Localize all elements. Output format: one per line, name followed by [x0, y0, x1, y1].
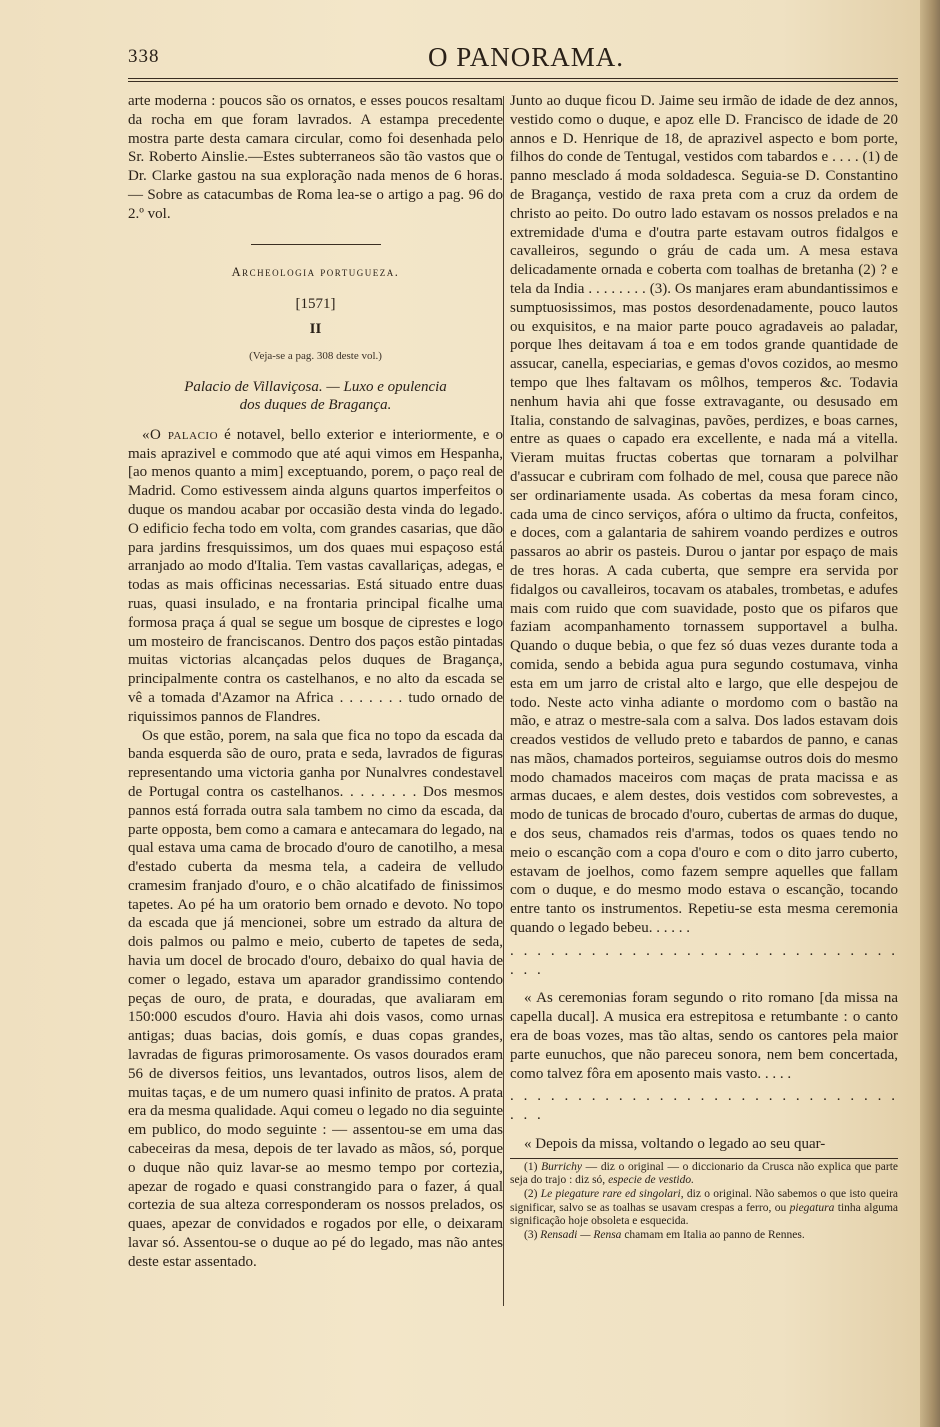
page-number: 338	[128, 46, 160, 67]
left-column	[128, 92, 503, 1272]
footnote-term-2: piegatura	[789, 1201, 835, 1214]
paragraph-lead: «O palacio	[142, 426, 219, 443]
footnote-2	[510, 1188, 898, 1229]
footnote-text: , diz o original. Não sabemos o que isto queira significar, salvo se as toalhas se usavam crespas a ferro, ou	[510, 1188, 899, 1214]
footnote-term: Rensadi — Rensa	[540, 1228, 622, 1241]
footnote-tail: tinha alguma significação hoje obsoleta e esquecida.	[510, 1201, 899, 1228]
section-rule	[251, 244, 381, 245]
article-paragraph-5: « Depois da missa, voltando o legado ao seu quar-	[524, 1136, 826, 1153]
section-year: [1571]	[295, 296, 336, 313]
article-paragraph-4: « As ceremonias foram segundo o rito romano [da missa na capella ducal]. A musica era estrepitosa e retumbante : o canto era de boas vozes, mas tão altas, sendo os cantores pela maior parte eunuchos, que não pareceu sonora, nem bem concertada, como talvez fôra em aposento mais vasto. . . . .	[510, 990, 898, 1082]
footnote-number: (3)	[524, 1228, 538, 1241]
article-paragraph-3: Junto ao duque ficou D. Jaime seu irmão de idade de dez annos, vestido como o duque, e apoz elle D. Francisco de idade de 20 annos e D. Henrique de 18, de aprazivel aspecto e bom porte, filhos do conde de Tentugal, vestidos com tabardos e . . . . (1) de panno mesclado á moda soldadesca. Seguia-se D. Constantino de Bragança, vestido de raxa preta com a cruz da ordem de christo ao peito. Do outro lado estavam os nossos prelados e na extremidade d'uma e d'outra parte estavam outros fidalgos e cavalleiros, segundo o gráu de cada um. A mesa estava delicadamente ornada e coberta com toalhas de bretanha (2) ? e tela da India . . . . . . . . (3). Os manjares eram abundantissimos e sumptuosissimos, mas postos desordenadamente, pouco lautos ou exquisitos, e na maior parte pouco agradaveis ao paladar, porque lhes deitavam á toa e em todos grande quantidade de assucar, canella, especiarias, e gemas d'ovos cozidos, ao mesmo tempo que lhes faltavam os môlhos, temperos &c. Todavia nenhum havia ahi que fosse extravagante, ou desusado em Italia, constando de salvaginas, pavões, perdizes, e boas carnes, entre as quaes o capado era excellente, e nada má a vitella. Vieram muitas fructas cobertas que tornaram a polvilhar d'assucar e cubriram com folhado de mel, cousa que parece não ser ordinariamente usada. As cobertas da mesa foram cinco, cada uma de cinco serviços, afóra o ultimo da fructa, confeitos, e doces, com a galantaria de sahirem voando perdizes e outros passaros ao abrir os pasteis. Durou o jantar por espaço de mais de tres horas. A cada cuberta, que sempre era servida por fidalgos ou cavalleiros, tocavam os atabales, trombetas, e adufes mais com ruido que com suavidade, posto que os pifaros que faziam acompanhamento tornassem supportavel a bulha. Quando o duque bebia, o que fez só duas vezes durante toda a comida, sendo a bebida agua pura segundo costumava, vinha esta em um jarro de cristal alto e largo, que elle despejou de todo. Neste acto vinha adiante o mordomo com o bastão na mão, e atraz o mestre-sala com a salva. Dos lados estavam dois creados vestidos de velludo preto e tabardos de panno, e canas nas mãos, chamados porteiros, seguiamse outros dois do mesmo modo chamados maceiros com maças de prata macissa e as armas ducaes, e alem destes, dois vestidos com sobrevestes, a modo de tunicas de brocado d'ouro, cubertas de armas do duque, e dos seus, chamados reis d'armas, todos os quaes tendo no meio o escanção com a copa d'ouro e com o dito jarro cuberto, estavam de joelhos, como fazem sempre aquelles que fallam com o duque, e do mesmo modo estava o escanção, tocando entre tanto os instrumentos. Repetiu-se esta mesma ceremonia quando o legado bebeu. . . . . .	[510, 93, 898, 937]
intro-paragraph: arte moderna : poucos são os ornatos, e esses poucos resaltam da rocha em que foram lavrados. A estampa precedente mostra parte desta camara circular, como foi desenhada pelo Sr. Roberto Ainslie.—Estes subterraneos são tão vastos que o Dr. Clarke gastou na sua exploração nada menos de 6 horas. — Sobre as catacumbas de Roma lea-se o artigo a pag. 96 do 2.º vol.	[128, 93, 503, 222]
footnote-rule	[510, 1158, 898, 1159]
section-title: Archeologia portugueza.	[231, 264, 400, 279]
footnote-text: — diz o original — o diccionario da Crusca não explica que parte seja do trajo : diz só,	[510, 1160, 899, 1187]
right-column	[510, 92, 898, 1242]
article-subheading	[128, 378, 503, 414]
footnote-term: Le piegature rare ed singolari	[540, 1188, 681, 1201]
subheading-line-2: dos duques de Bragança.	[239, 396, 392, 413]
article-paragraph-1	[128, 426, 503, 727]
periodical-title: O PANORAMA.	[428, 42, 625, 72]
footnote-term: Burrichy	[541, 1160, 582, 1173]
article-paragraph-2: Os que estão, porem, na sala que fica no topo da escada da banda esquerda são de ouro, prata e seda, lavrados de figuras representando uma victoria ganha por Nunalvres condestavel de Portugal contra os castelhanos. . . . . . . . Dos mesmos pannos está forrada outra sala tambem no cimo da escada, da parte opposta, bem como a camara e antecamara do legado, na qual estava uma cama de brocado d'ouro de canotilho, a mesa d'estado cuberta da mesma tela, a cadeira de velludo cramesim franjado d'ouro, e o chão alcatifado de finissimos tapetes. Ao pé ha um oratorio bem ornado e devoto. No topo da escada que já mencionei, sobre um estrado da altura de dois palmos ou palmo e meio, cuberto de tapetes de seda, havia um docel de brocado d'ouro, debaixo do qual havia de comer o legado, estava um aparador grandissimo contendo peças de ouro, de prata, e douradas, que avaliaram em 150:000 escudos d'ouro. Havia ahi dois vasos, como urnas antigas; duas bacias, dois gomís, e duas copas grandes, lavradas de figuras primorosamente. Os vasos dourados eram 56 de diversos feitios, uns levantados, outros lisos, alem de muitas taças, e de um numero quasi infinito de pratos. A prata era da mesma qualidade. Aqui comeu o legado no dia seguinte em publico, do modo seguinte : — assentou-se em uma das cabeceiras da mesa, depois de ter lavado as mãos, só, porque o duque não quiz lavar-se ao mesmo tempo por cortezia, apezar de rogado e quasi constrangido para o fazer, á qual cortezia de sua alteza corresponderam os nossos prelados, os quaes, apezar de convidados e rogados por elle, o deixaram lavar só. Assentou-se o duque ao pé do legado, mas não antes deste estar assentado.	[128, 727, 503, 1270]
cross-reference: (Veja-se a pag. 308 deste vol.)	[249, 349, 382, 362]
ellipsis-line-2: . . . . . . . . . . . . . . . . . . . . . . . . . . . . . . . .	[510, 1088, 898, 1124]
footnote-number: (1)	[524, 1160, 538, 1173]
page-spine-edge	[920, 0, 940, 1427]
section-number: II	[309, 321, 322, 338]
ellipsis-line-1: . . . . . . . . . . . . . . . . . . . . . . . . . . . . . . . .	[510, 942, 898, 978]
subheading-line-1: Palacio de Villaviçosa. — Luxo e opulencia	[184, 378, 447, 395]
page-header	[128, 42, 898, 79]
footnote-text: chamam em Italia ao panno de Rennes.	[621, 1228, 805, 1241]
footnote-number: (2)	[524, 1188, 538, 1201]
column-divider	[503, 96, 504, 1306]
paragraph-text: é notavel, bello exterior e interiormente, e o mais aprazivel e commodo que até aqui vimos em Hespanha, [ao menos quanto a mim] exceptuando, porem, o paço real de Madrid. Como estivessem ainda alguns quartos imperfeitos o duque os mandou acabar por occasião desta vinda do legado. O edificio fecha todo em volta, com grandes casarias, que dão para jardins fresquissimos, um dos quaes mui espaçoso está arranjado ao modo d'Italia. Tem vastas cavallariças, adegas, e todas as mais officinas necessarias. Está situado entre duas ruas, quasi insulado, e na frontaria principal ficalhe uma formosa praça á qual se segue um bosque de ciprestes e logo um mosteiro de franciscanos. Dentro dos paços estão pintadas muitas victorias alcançadas pelos duques de Bragança, principalmente contra os castelhanos, e no alto da escada se vê a tomada d'Azamor na Africa . . . . . . . tudo ornado de riquissimos pannos de Flandres.	[128, 426, 503, 725]
footnotes	[510, 1161, 898, 1243]
footnote-1	[510, 1161, 898, 1188]
footnote-term-2: especie de vestido.	[608, 1174, 694, 1187]
footnote-3	[510, 1229, 898, 1243]
